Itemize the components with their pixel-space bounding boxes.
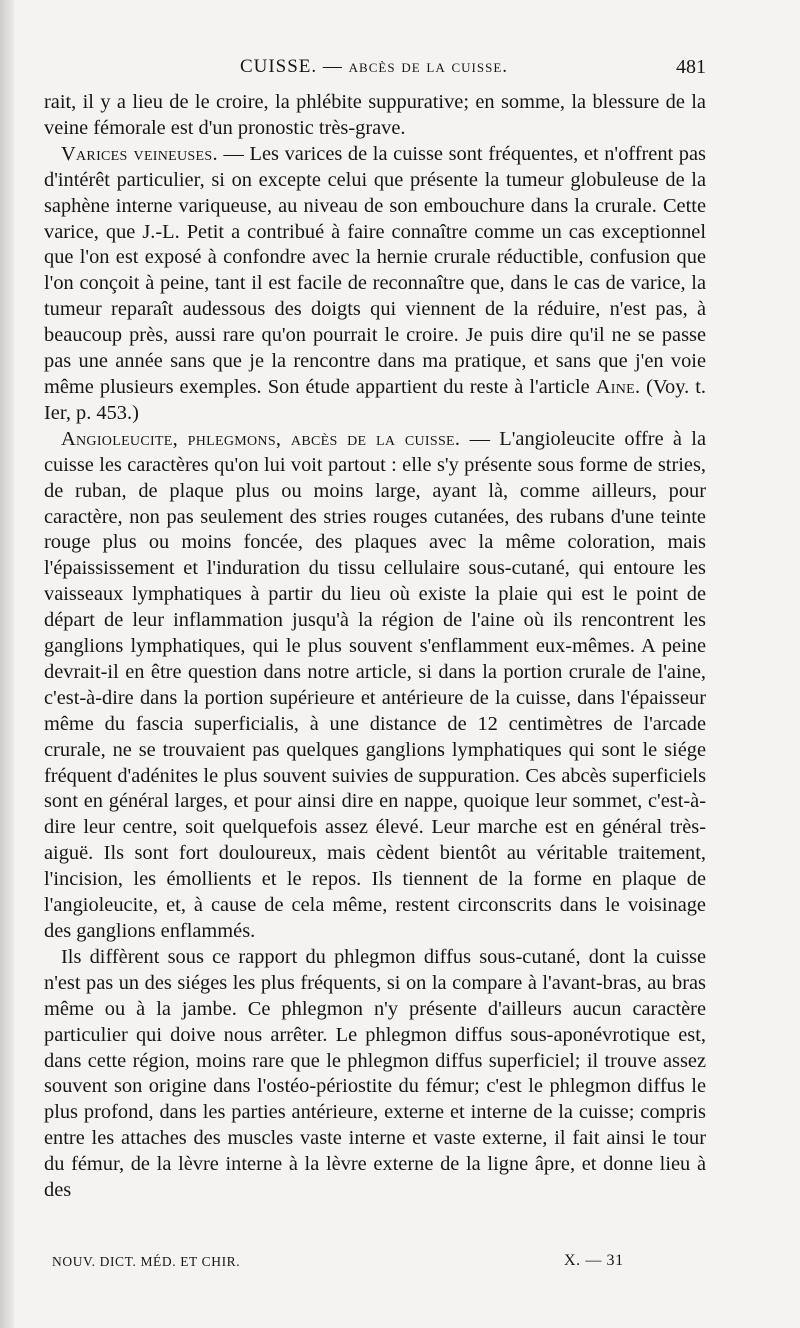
header-section: CUISSE. — [239, 56, 318, 77]
paragraph-phlegmon-text: Ils diffèrent sous ce rapport du phlegmon diffus sous-cutané, dont la cuisse n'est pas un des siéges les plus fréquents, si on la compare à l'avant-bras, au bras même ou à la jambe. Ce phlegmon n'y présente d'ailleurs aucun caractère particulier qui doive nous arrêter. Le phlegmon diffus sous-aponévrotique est, dans cette région, moins rare que le phlegmon diffus superficiel; il trouve assez souvent son origine dans l'ostéo-périostite du fémur; c'est le phlegmon diffus le plus profond, dans les parties antérieure, externe et interne de la cuisse; compris entre les attaches des muscles vaste interne et vaste externe, il fait ainsi le tour du fémur, de la lèvre interne à la lèvre externe de la ligne âpre, et donne lieu à des — [44, 945, 706, 1202]
paragraph-angioleucite-text: — L'angioleucite offre à la cuisse les caractères qu'on lui voit partout : elle s'y présente sous forme de stries, de ruban, de plaque plus ou moins large, ayant là, comme ailleurs, pour caractère, non pas seulement des stries rouges cutanées, des rubans d'une teinte rouge plus ou moins foncée, des plaques avec la même coloration, mais l'épaississement et l'induration du tissu cellulaire sous-cutané, qui entoure les vaisseaux lymphatiques à partir du lieu où existe la plaie qui est le point de départ de leur inflammation jusqu'à la région de l'aine où ils rencontrent les ganglions lymphatiques, qui le plus souvent s'enflamment eux-mêmes. A peine devrait-il en être question dans notre article, si dans la portion crurale de l'aine, c'est-à-dire dans la portion supérieure et antérieure de la cuisse, dans l'épaisseur même du fascia superficialis, à une distance de 12 centimètres de l'arcade crurale, ne se trouvaient pas quelques ganglions lymphatiques qui sont le siége fréquent d'adénites le plus souvent suivies de suppuration. Ces abcès superficiels sont en général larges, et pour ainsi dire en nappe, quoique leur sommet, c'est-à-dire leur centre, soit quelquefois assez élevé. Leur marche est en général très-aiguë. Ils sont fort douloureux, mais cèdent bientôt au véritable traitement, l'incision, les émollients et le repos. Ils tiennent de la forme en plaque de l'angioleucite, et, à cause de cela même, restent circonscrits dans le voisinage des ganglions enflammés. — [44, 427, 706, 942]
cross-reference-term: Aine — [595, 375, 635, 398]
paragraph-1 — [44, 90, 706, 142]
heading-angioleucite: Angioleucite, phlegmons, abcès de la cuisse. — [61, 427, 461, 450]
heading-varices: Varices veineuses. — [61, 142, 218, 165]
footer-signature: X. — 31 — [564, 1252, 624, 1269]
paragraph-varices-text: — Les varices de la cuisse sont fréquentes, et n'offrent pas d'intérêt particulier, si on excepte celui que présente la tumeur globuleuse de la saphène interne variqueuse, au niveau de son embouchure dans la crurale. Cette varice, que J.-L. Petit a contribué à faire connaître comme un cas exceptionnel que l'on est exposé à confondre avec la hernie crurale réductible, confusion que l'on conçoit à peine, tant il est facile de reconnaître que, dans le cas de varice, la tumeur reparaît audessous des doigts qui viennent de la réduire, n'est pas, à beaucoup près, aussi rare qu'on pourrait le croire. Je puis dire qu'il ne se passe pas une année sans que je la rencontre dans ma pratique, et sans que j'en voie même plusieurs exemples. Son étude appartient du reste à l'article — [44, 142, 706, 398]
page-footer — [52, 1254, 652, 1270]
paragraph-1-text: rait, il y a lieu de le croire, la phlébite suppurative; en somme, la blessure de la veine fémorale est d'un pronostic très-grave. — [44, 91, 706, 139]
header-dash: — — [317, 56, 349, 77]
cross-reference-text: . (Voy. t. Ier, p. 453.) — [44, 375, 706, 424]
paragraph-varices — [44, 142, 706, 427]
header-subsection: abcès de la cuisse. — [348, 56, 509, 77]
paragraph-phlegmon — [44, 945, 706, 1204]
paragraph-angioleucite — [44, 427, 706, 945]
footer-publication: NOUV. DICT. MÉD. ET CHIR. — [52, 1254, 241, 1269]
running-header — [44, 56, 704, 86]
body-text — [44, 90, 706, 1204]
header-title — [44, 56, 704, 78]
page-number: 481 — [676, 56, 706, 78]
page-gutter-shadow — [0, 0, 14, 1328]
